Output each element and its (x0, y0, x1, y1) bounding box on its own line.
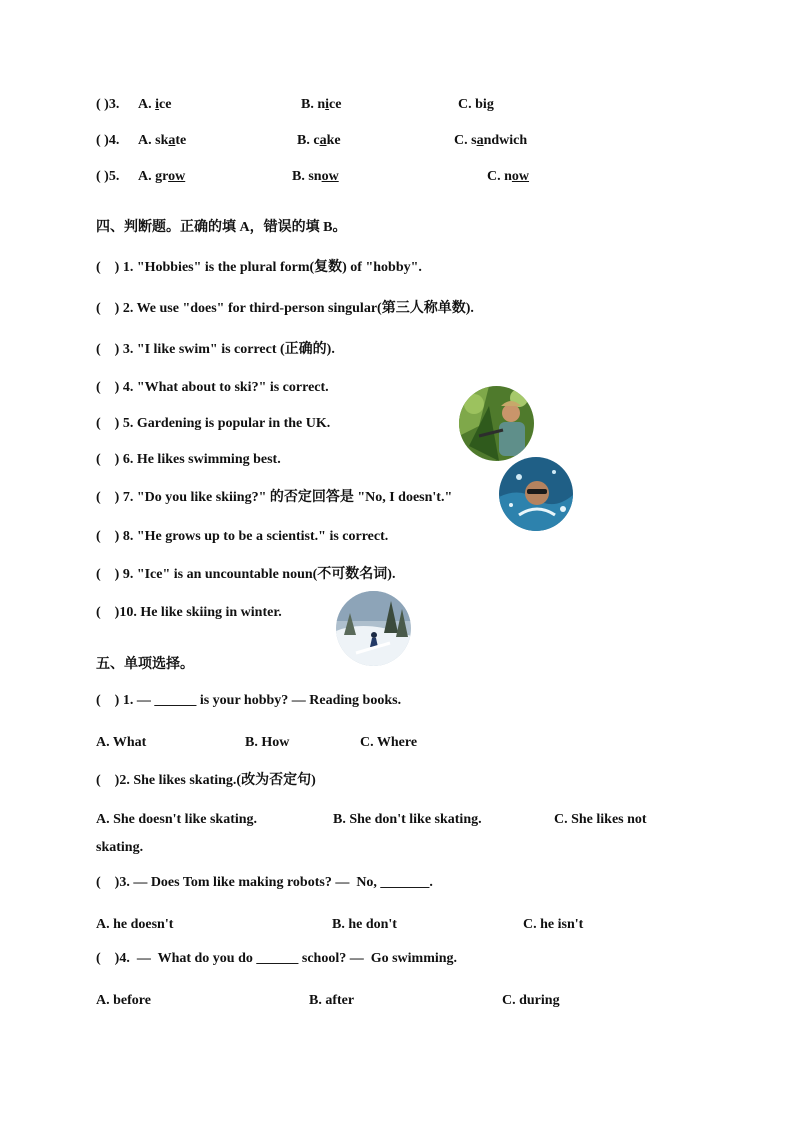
phonics-row-5: ( )5. A. grow B. snow C. now (96, 169, 530, 184)
judge-item-2: ( ) 2. We use "does" for third-person singular(第三人称单数). (96, 301, 474, 316)
judge-item-8: ( ) 8. "He grows up to be a scientist." is correct. (96, 529, 389, 544)
judge-item-3: ( ) 3. "I like swim" is correct (正确的). (96, 342, 335, 357)
option-a: A. What (96, 735, 147, 750)
choice-q2-options (96, 812, 647, 828)
judge-item-10: ( )10. He like skiing in winter. (96, 605, 282, 620)
gardening-photo (459, 386, 534, 461)
option-b: B. cake (297, 133, 341, 148)
judge-item-9: ( ) 9. "Ice" is an uncountable noun(不可数名词). (96, 567, 396, 582)
judge-item-7: ( ) 7. "Do you like skiing?" 的否定回答是 "No, I doesn't." (96, 490, 453, 505)
option-c: C. She likes not (554, 812, 647, 827)
judge-item-1: ( ) 1. "Hobbies" is the plural form(复数) of "hobby". (96, 260, 422, 275)
judge-item-4: ( ) 4. "What about to ski?" is correct. (96, 380, 329, 395)
option-a: A. grow (138, 169, 186, 184)
option-b: B. after (309, 993, 355, 1008)
choice-q4-stem: ( )4. — What do you do ______ school? — Go swimming. (96, 951, 458, 966)
section-4-title: 四、判断题。正确的填 A，错误的填 B。 (96, 220, 347, 235)
option-a: A. ice (138, 97, 172, 112)
phonics-row-4: ( )4. A. skate B. cake C. sandwich (96, 133, 528, 148)
judge-item-5: ( ) 5. Gardening is popular in the UK. (96, 416, 331, 431)
option-c: C. during (502, 993, 560, 1008)
option-c: C. big (458, 97, 494, 112)
swimming-photo (499, 457, 573, 531)
choice-q3-options (96, 917, 584, 933)
choice-q1-options (96, 735, 418, 751)
option-b: B. he don't (332, 917, 397, 932)
option-b: B. snow (292, 169, 339, 184)
option-c: C. Where (360, 735, 418, 750)
option-a: A. She doesn't like skating. (96, 812, 258, 827)
phonics-row-3: ( )3. A. ice B. nice C. big (96, 97, 494, 112)
option-c: C. sandwich (454, 133, 528, 148)
skiing-photo (336, 591, 411, 666)
choice-q2-option-c-continued: skating. (96, 840, 144, 855)
judge-item-6: ( ) 6. He likes swimming best. (96, 452, 281, 467)
option-b: B. nice (301, 97, 342, 112)
choice-q3-stem: ( )3. — Does Tom like making robots? — No, _______. (96, 875, 433, 890)
option-a: A. he doesn't (96, 917, 174, 932)
option-a: A. before (96, 993, 151, 1008)
option-b: B. How (245, 735, 290, 750)
choice-q4-options (96, 993, 560, 1009)
option-a: A. skate (138, 133, 187, 148)
section-5-title: 五、单项选择。 (96, 657, 194, 672)
option-c: C. now (487, 169, 530, 184)
option-c: C. he isn't (523, 917, 584, 932)
option-b: B. She don't like skating. (333, 812, 482, 827)
choice-q2-stem: ( )2. She likes skating.(改为否定句) (96, 773, 316, 788)
choice-q1-stem: ( ) 1. — ______ is your hobby? — Reading books. (96, 693, 402, 708)
